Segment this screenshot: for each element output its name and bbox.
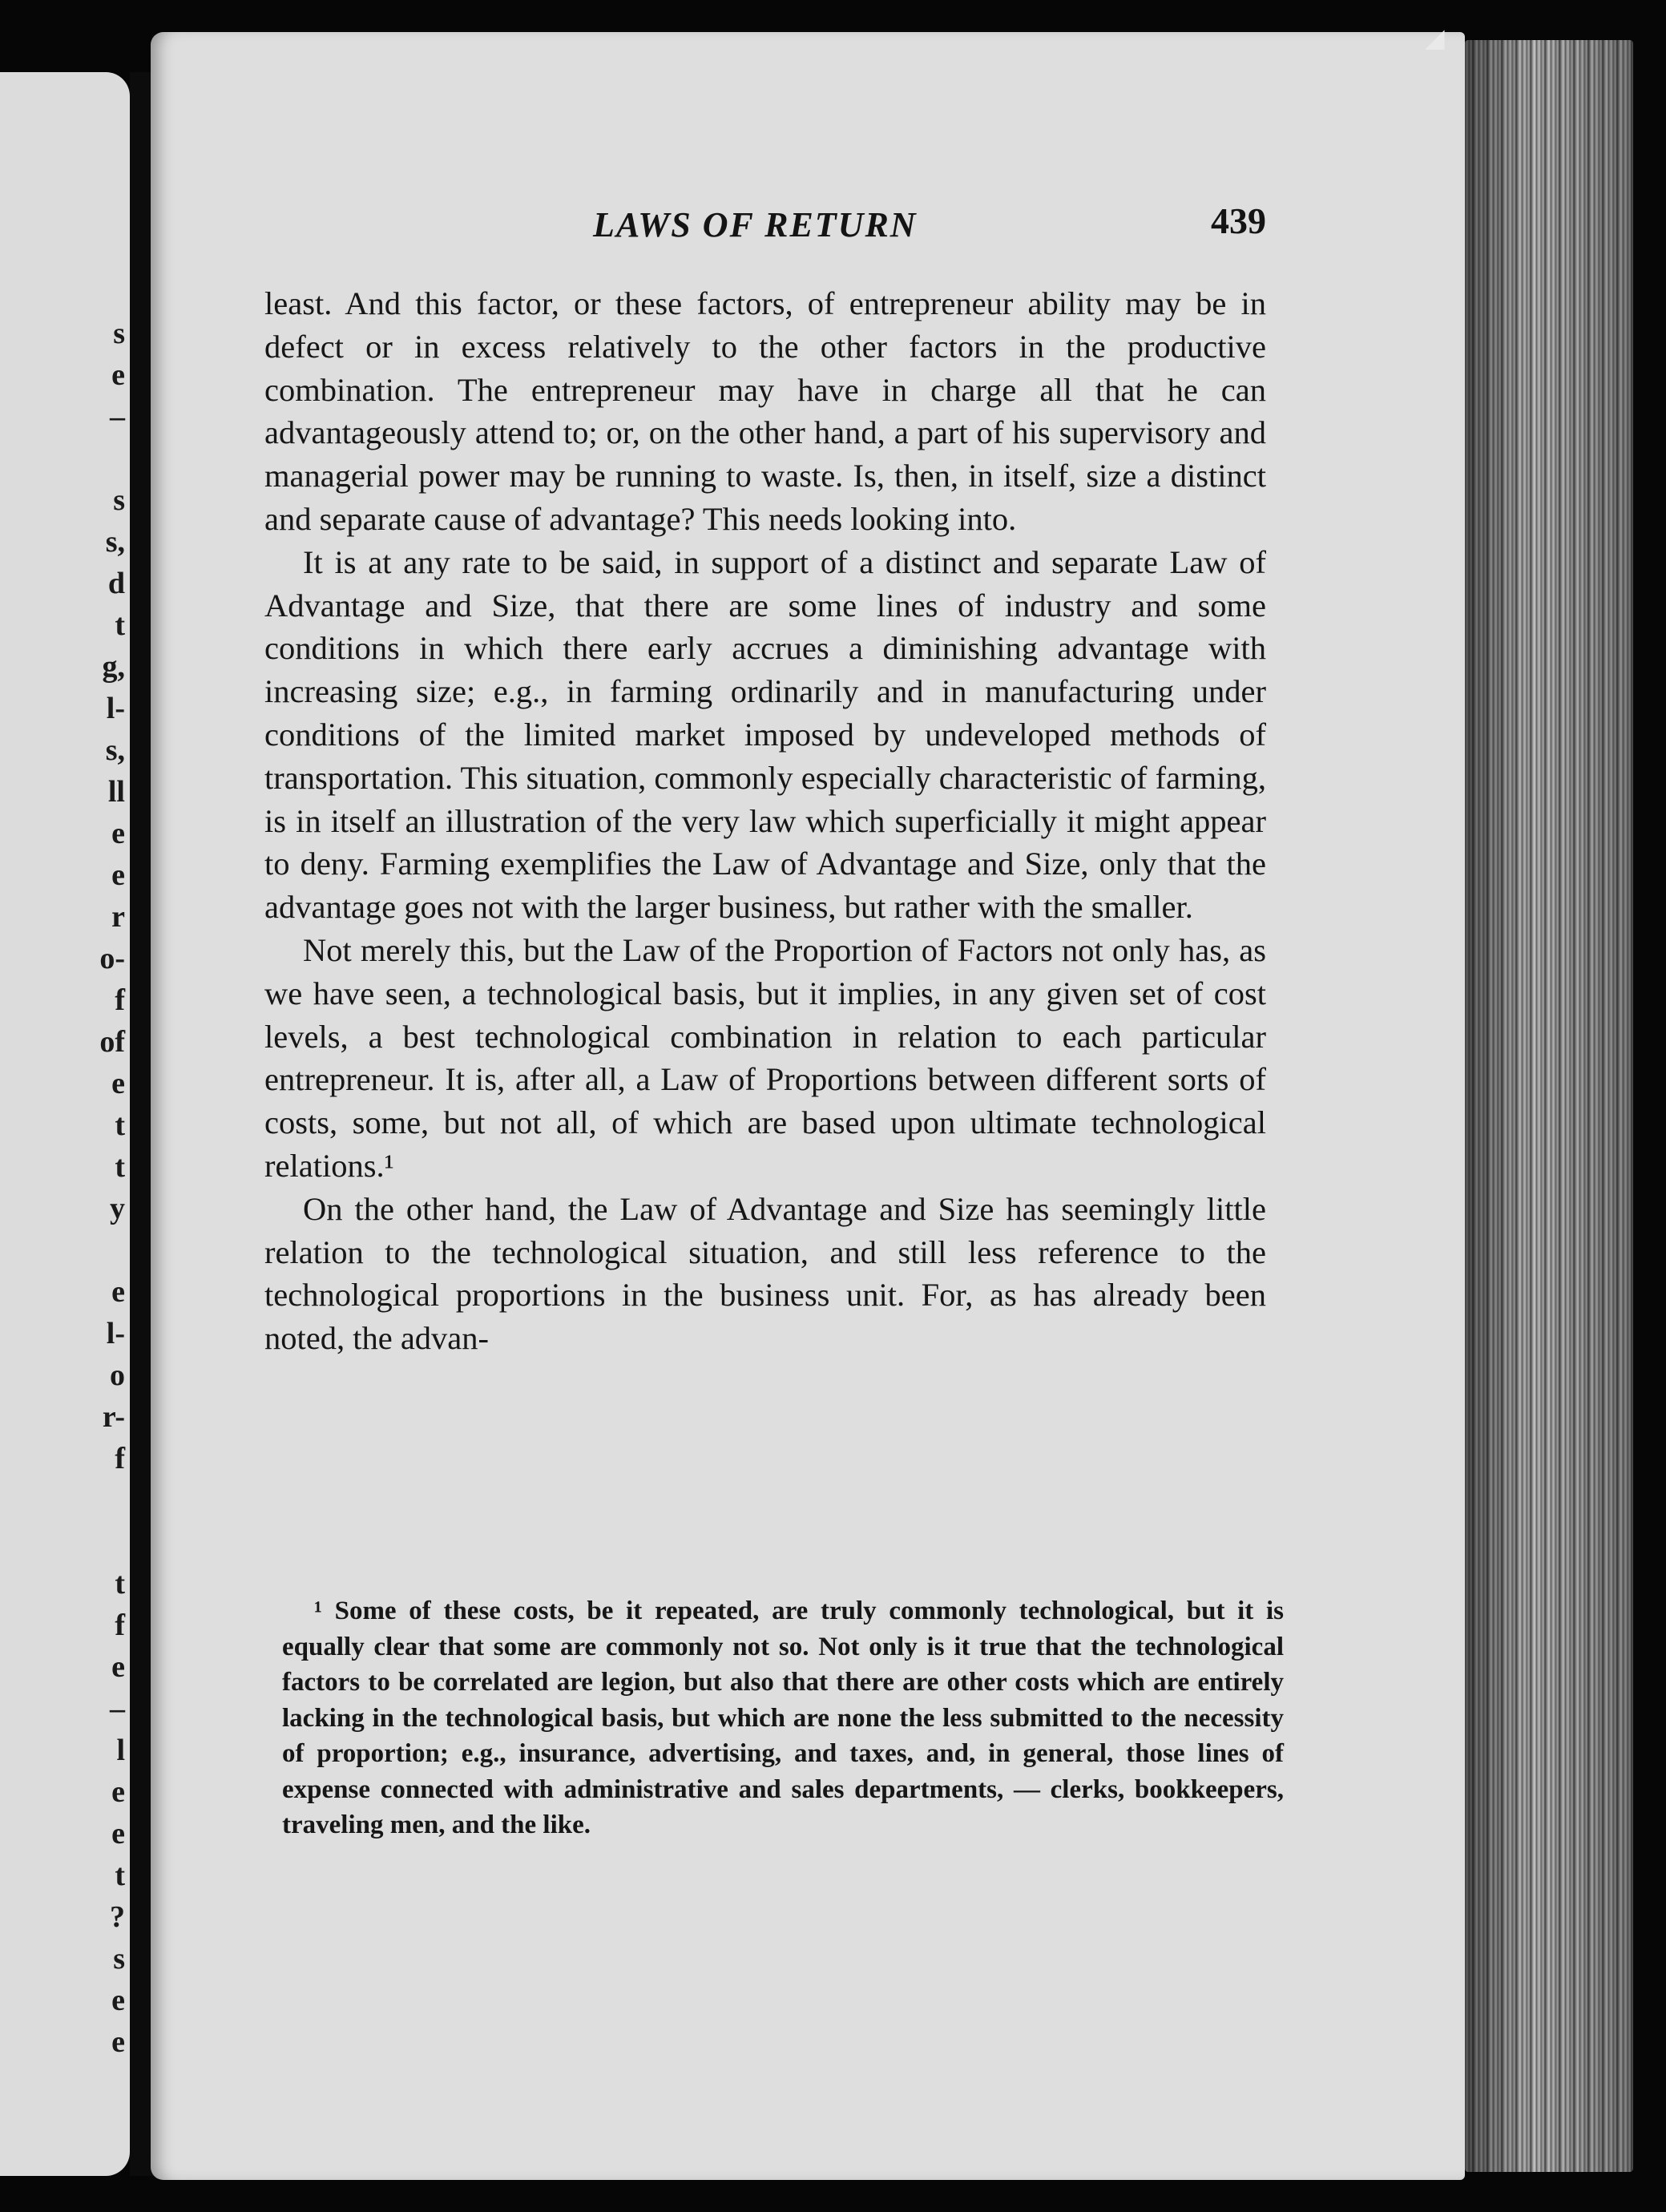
facing-page-edge-letter: – <box>110 1692 125 1726</box>
facing-page-edge-letter: r <box>111 900 125 934</box>
facing-page-edge-letter: l <box>116 1734 125 1767</box>
facing-page-edge-letter: l- <box>106 692 125 725</box>
facing-page-edge-letter: l- <box>106 1317 125 1350</box>
facing-page-edge-letter: f <box>115 1442 125 1475</box>
facing-page-edge-letter: e <box>111 1650 125 1684</box>
facing-page-edge-letter: o- <box>99 942 125 975</box>
paragraph-4: On the other hand, the Law of Advantage and Size has seemingly little relation to the technological situation, and still less reference to the technological proportions in the business unit. For, as has already been noted, the advan- <box>264 1190 1266 1357</box>
paragraph-2: It is at any rate to be said, in support of a distinct and separate Law of Advantage and Size, that there are some lines of industry and some conditions in which there early accrues a diminishing advantage with increasing size; e.g., in farming ordinarily and in manufacturing under conditions of the limited market imposed by undeveloped methods of transportation. This situation, commonly especially characteristic of farming, is in itself an illustration of the very law which superficially it might appear to deny. Farming exemplifies the Law of Advantage and Size, only that the advantage goes not with the larger business, but rather with the smaller. <box>264 543 1266 926</box>
paragraph-1: least. And this factor, or these factors, of entrepreneur ability may be in defect or in excess relatively to the other factors in the productive combination. The entrepreneur may have in charge all that he can advantageously attend to; or, on the other hand, a part of his supervisory and managerial power may be running to waste. Is, then, in itself, size a distinct and separate cause of advantage? This needs looking into. <box>264 285 1266 537</box>
body-text <box>264 282 1266 1360</box>
paragraph-3: Not merely this, but the Law of the Proportion of Factors not only has, as we have seen, a technological basis, but it implies, in any given set of cost levels, a best technological combination in relation to each particular entrepreneur. It is, after all, a Law of Proportions between different sorts of costs, some, but not all, of which are based upon ultimate technological relations.¹ <box>264 931 1266 1184</box>
facing-page-edge-letter: e <box>111 1067 125 1100</box>
facing-page-edge-letter <box>93 1229 125 1271</box>
facing-page-edge-letter: e <box>111 858 125 892</box>
facing-page-edge-letter: o <box>110 1358 125 1392</box>
page-number: 439 <box>1211 200 1266 241</box>
facing-page-edge-letter: t <box>115 1150 125 1184</box>
facing-page-edge-letter: f <box>115 1609 125 1642</box>
facing-page-edge-letter: f <box>115 983 125 1017</box>
facing-page-edge-letter: s <box>113 1942 125 1976</box>
facing-page-edge-letter: e <box>111 1984 125 2017</box>
facing-page-edge-letter: s, <box>105 525 125 559</box>
facing-page-edge-letter: e <box>111 2025 125 2059</box>
facing-page-edge-letter <box>93 438 125 479</box>
page-fore-edge-shade <box>1465 40 1633 2172</box>
facing-page-edge-letter: – <box>110 400 125 434</box>
facing-page-edge-letter: ll <box>107 775 125 809</box>
running-head: LAWS OF RETURN <box>593 205 918 244</box>
page-corner-mark: ◢ <box>1425 23 1445 52</box>
facing-page-edge-letter: d <box>107 567 125 600</box>
facing-page-edge-letter: g, <box>102 650 125 684</box>
facing-page-edge-letter: s <box>113 483 125 517</box>
facing-page-edge-letter: t <box>115 1108 125 1142</box>
facing-page-edge-letter: s <box>113 317 125 350</box>
facing-page-left <box>0 72 130 2176</box>
facing-page-edge-letters <box>93 313 125 2063</box>
facing-page-edge-letter <box>93 1521 125 1563</box>
facing-page-edge-letter: e <box>111 1817 125 1851</box>
facing-page-edge-letter: e <box>111 1275 125 1309</box>
facing-page-edge-letter <box>93 1479 125 1521</box>
facing-page-edge-letter: t <box>115 1859 125 1892</box>
facing-page-edge-letter: s, <box>105 733 125 767</box>
facing-page-edge-letter: r- <box>102 1400 125 1434</box>
footnote-1: ¹ Some of these costs, be it repeated, are truly commonly technological, but it is equally clear that some are commonly not so. Not only is it true that the technological factors to be correlated are legion, but also that there are other costs which are entirely lacking in the technological basis, but which are none the less submitted to the necessity of proportion; e.g., insurance, advertising, and taxes, and, in general, those lines of expense connected with administrative and sales departments, — clerks, bookkeepers, traveling men, and the like. <box>282 1596 1284 1839</box>
facing-page-edge-letter: t <box>115 1567 125 1600</box>
facing-page-edge-letter: e <box>111 1775 125 1809</box>
facing-page-edge-letter: t <box>115 608 125 642</box>
facing-page-edge-letter: of <box>99 1025 125 1059</box>
facing-page-edge-letter: e <box>111 358 125 392</box>
facing-page-edge-letter: e <box>111 817 125 850</box>
page-header <box>264 200 1266 252</box>
facing-page-edge-letter: y <box>110 1192 125 1225</box>
facing-page-edge-letter: ? <box>110 1900 125 1934</box>
